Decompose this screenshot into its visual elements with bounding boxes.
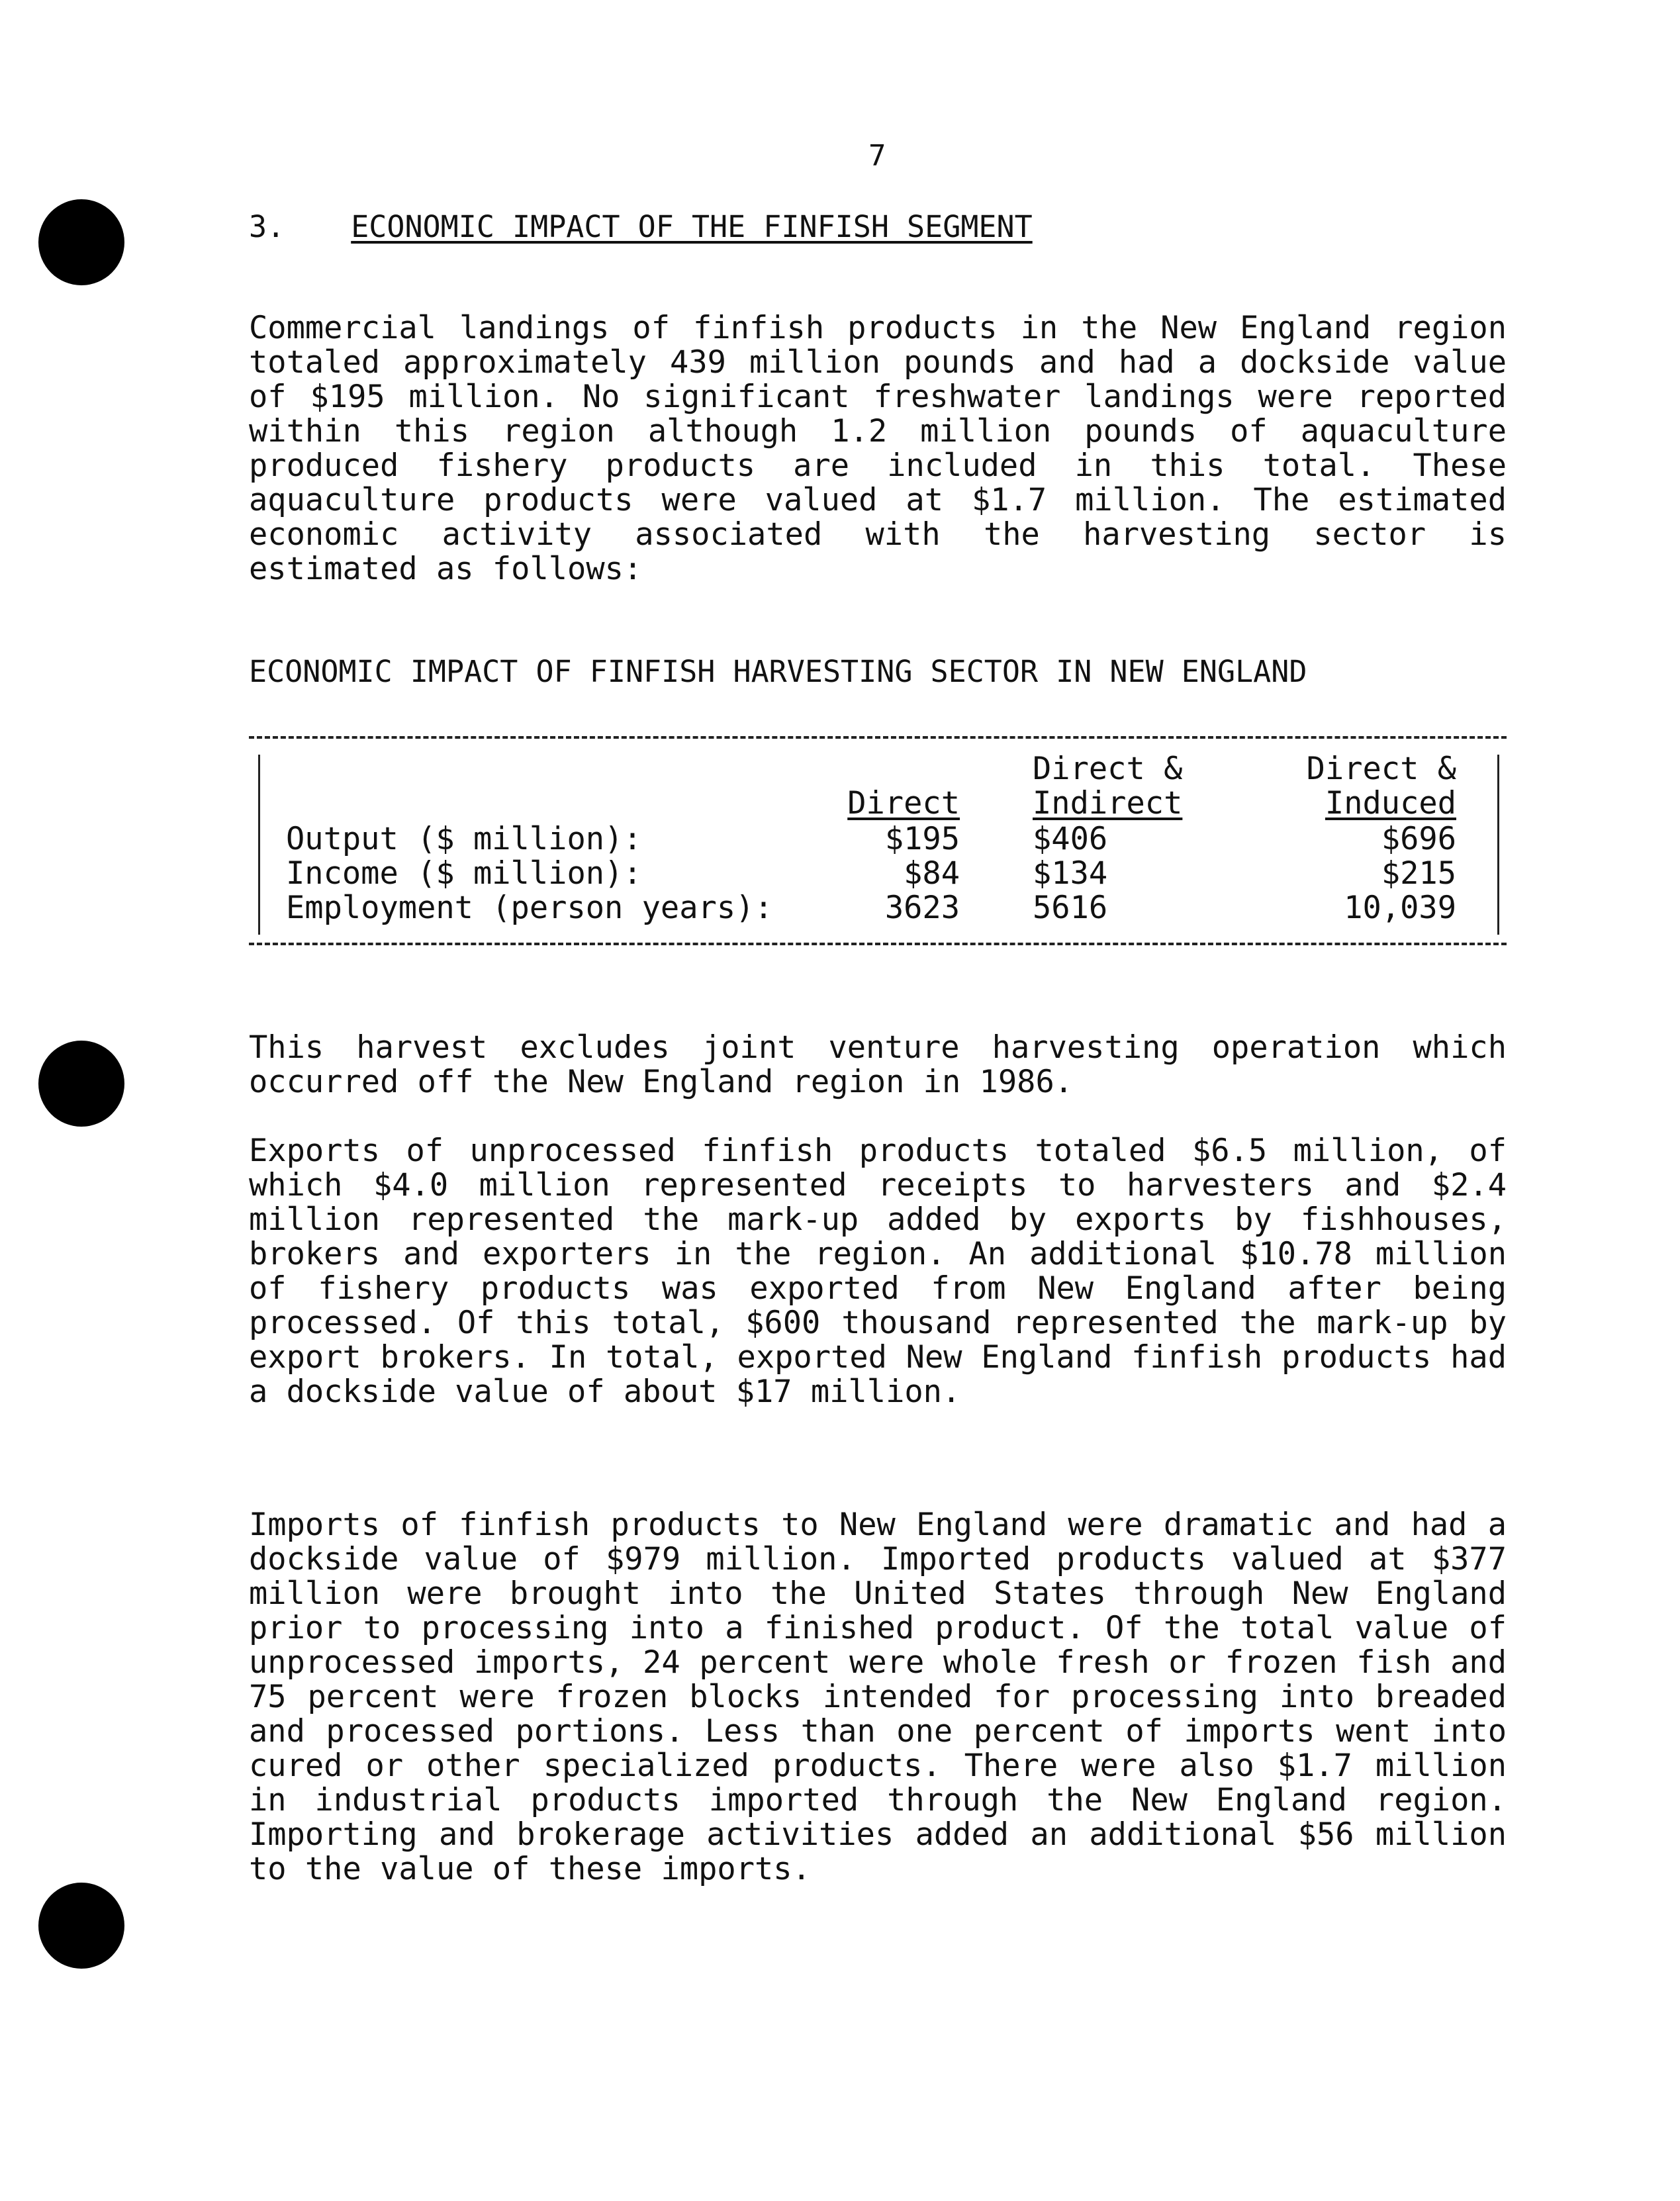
intro-paragraph: Commercial landings of finfish products in the New England region totaled approximately 439 million pounds and had a dockside value of $195 million. No significant freshwater landings were reported within this region although 1.2 million pounds of aquaculture produced fishery products are included in this total. These aquaculture products were valued at $1.7 million. The estimated economic activity associated with the harvesting sector is estimated as follows:	[249, 310, 1507, 587]
table-header-row-top	[278, 751, 1483, 785]
table-right-border	[1497, 755, 1499, 935]
exports-paragraph: Exports of unprocessed finfish products totaled $6.5 million, of which $4.0 million represented receipts to harvesters and $2.4 million represented the mark-up added by exports by fishhouses, brokers and exporters in the region. An additional $10.78 million of fishery products was exported from New England after being processed. Of this total, $600 thousand represented the mark-up by export brokers. In total, exported New England finfish products had a dockside value of about $17 million.	[249, 1133, 1507, 1410]
header-induced: Induced	[1325, 785, 1456, 821]
header-indirect: Indirect	[1033, 785, 1183, 821]
header-direct: Direct	[847, 785, 960, 821]
punch-hole-bottom	[38, 1883, 124, 1969]
section-title: ECONOMIC IMPACT OF THE FINFISH SEGMENT	[351, 209, 1033, 244]
table-header-row-bottom	[278, 785, 1483, 820]
cell-direct: 3623	[884, 890, 960, 926]
cell-direct: $84	[904, 855, 960, 892]
table-row	[278, 855, 1483, 890]
header-induced-top: Direct &	[1306, 751, 1456, 787]
table-row	[278, 821, 1483, 855]
punch-hole-top	[38, 199, 124, 285]
punch-hole-middle	[38, 1041, 124, 1127]
row-label: Income ($ million):	[286, 855, 642, 892]
table-left-border	[258, 755, 260, 935]
cell-indirect: $406	[1033, 821, 1108, 857]
table-bottom-rule	[249, 943, 1507, 945]
table-top-rule	[249, 736, 1507, 739]
cell-induced: $215	[1381, 855, 1456, 892]
cell-direct: $195	[884, 821, 960, 857]
imports-paragraph: Imports of finfish products to New England were dramatic and had a dockside value of $979 million. Imported products valued at $377 million were brought into the United States through New England prior to processing into a finished product. Of the total value of unprocessed imports, 24 percent were whole fresh or frozen fish and 75 percent were frozen blocks intended for processing into breaded and processed portions. Less than one percent of imports went into cured or other specialized products. There were also $1.7 million in industrial products imported through the New England region. Importing and brokerage activities added an additional $56 million to the value of these imports.	[249, 1507, 1507, 1887]
page-number: 7	[868, 139, 886, 173]
cell-indirect: $134	[1033, 855, 1108, 892]
table-row	[278, 890, 1483, 924]
header-indirect-top: Direct &	[1033, 751, 1183, 787]
cell-induced: $696	[1381, 821, 1456, 857]
section-number: 3.	[249, 209, 285, 244]
row-label: Employment (person years):	[286, 890, 773, 926]
section-heading	[249, 209, 1033, 244]
table-title: ECONOMIC IMPACT OF FINFISH HARVESTING SECTOR IN NEW ENGLAND	[249, 654, 1307, 689]
joint-venture-paragraph: This harvest excludes joint venture harvesting operation which occurred off the New England region in 1986.	[249, 1029, 1507, 1100]
cell-indirect: 5616	[1033, 890, 1108, 926]
cell-induced: 10,039	[1344, 890, 1456, 926]
row-label: Output ($ million):	[286, 821, 642, 857]
